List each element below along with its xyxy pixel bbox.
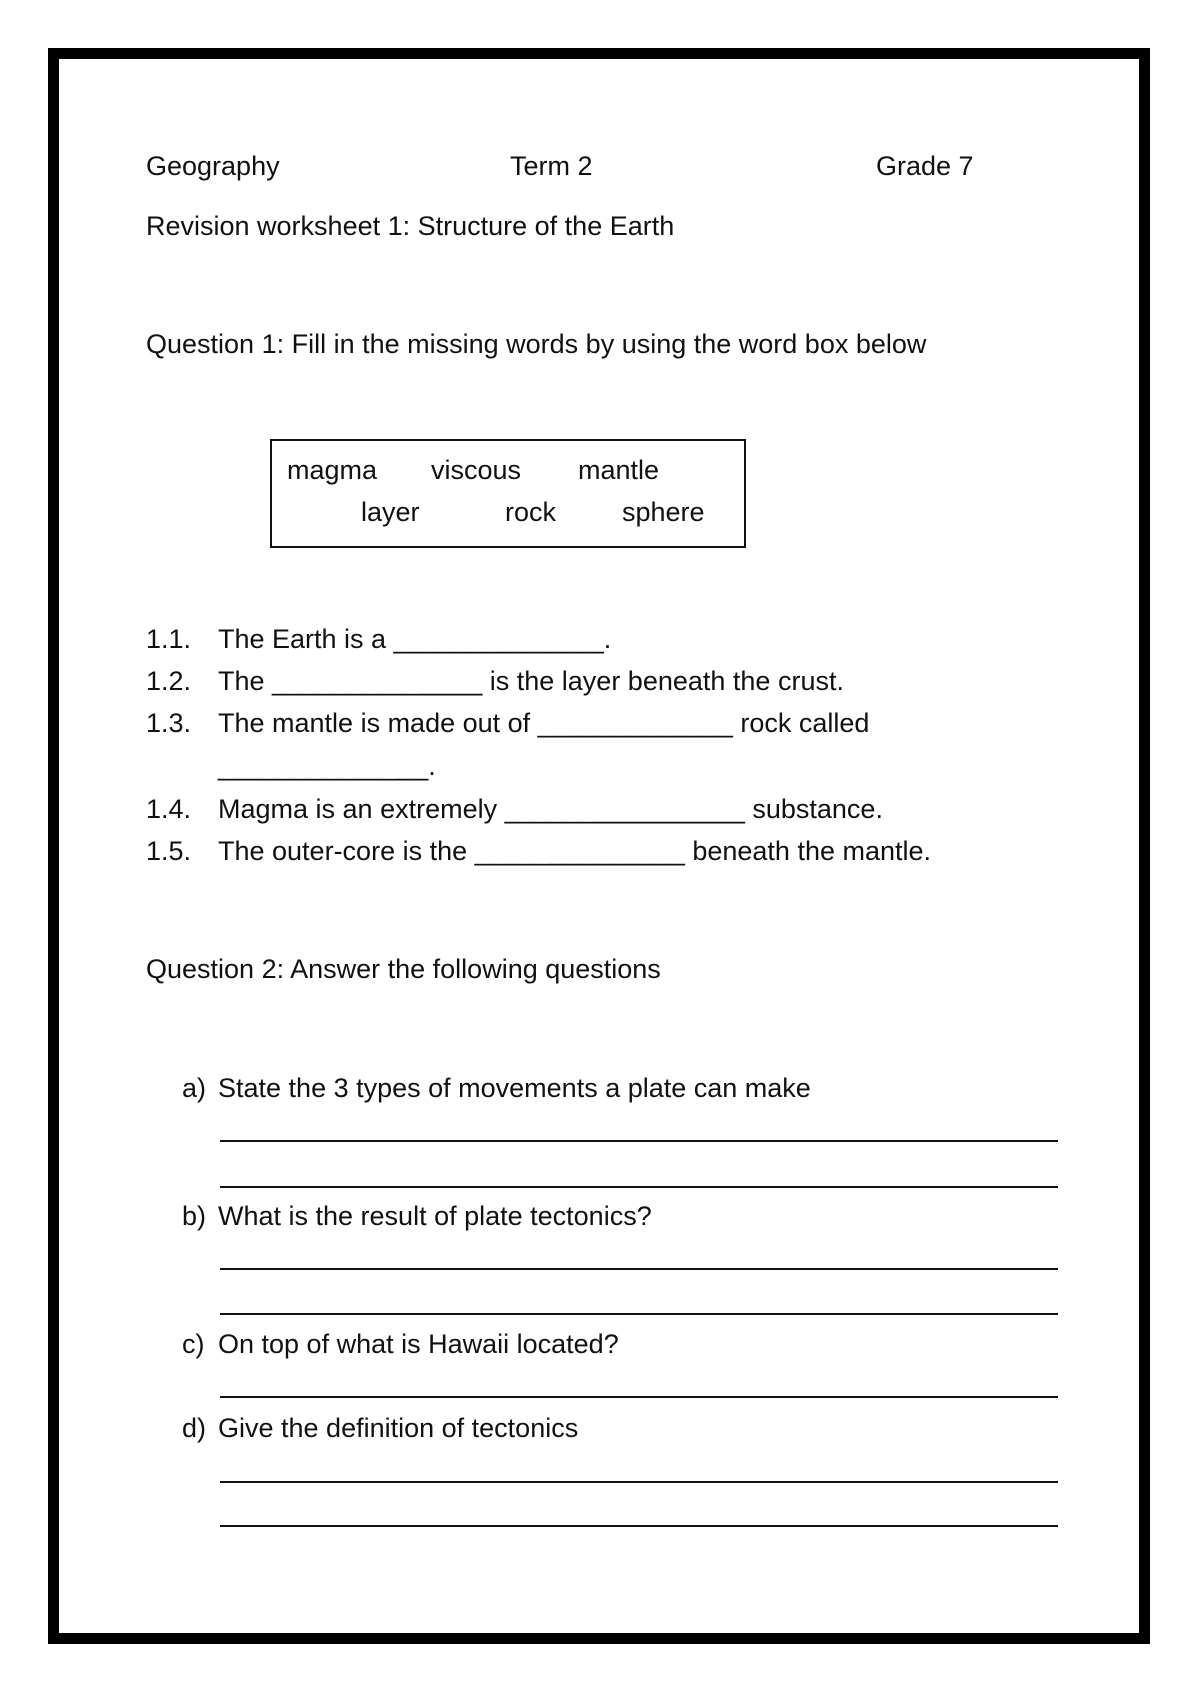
worksheet-title: Revision worksheet 1: Structure of the Earth [146,211,675,241]
item-number: 1.1. [146,624,192,654]
question1-heading: Question 1: Fill in the missing words by using the word box below [146,329,927,359]
question-label: a) [182,1073,207,1103]
item-number: 1.4. [146,794,192,824]
answer-line[interactable] [220,1525,1058,1527]
answer-line[interactable] [220,1481,1058,1483]
fill-item: The ______________ is the layer beneath the crust. [218,666,844,696]
word-magma: magma [287,455,378,485]
word-mantle: mantle [578,455,660,485]
word-rock: rock [505,497,557,527]
fill-item: The mantle is made out of _____________ rock called [218,708,870,738]
fill-item: Magma is an extremely ________________ substance. [218,794,883,824]
item-number: 1.3. [146,708,192,738]
question-label: c) [182,1329,205,1359]
question-text: On top of what is Hawaii located? [218,1329,619,1359]
question-text: State the 3 types of movements a plate can make [218,1073,811,1103]
item-number: 1.5. [146,836,192,866]
question2-heading: Question 2: Answer the following questions [146,954,661,984]
subject: Geography [146,151,280,181]
fill-item: The Earth is a ______________. [218,624,612,654]
fill-item: The outer-core is the ______________ beneath the mantle. [218,836,932,866]
question-text: What is the result of plate tectonics? [218,1201,652,1231]
answer-line[interactable] [220,1140,1058,1142]
question-text: Give the definition of tectonics [218,1413,579,1443]
fill-item-continued: ______________. [218,751,436,781]
grade: Grade 7 [876,151,974,181]
question-label: b) [182,1201,207,1231]
item-number: 1.2. [146,666,192,696]
word-sphere: sphere [622,497,705,527]
answer-line[interactable] [220,1313,1058,1315]
question-label: d) [182,1413,207,1443]
answer-line[interactable] [220,1396,1058,1398]
answer-line[interactable] [220,1186,1058,1188]
word-layer: layer [361,497,420,527]
answer-line[interactable] [220,1268,1058,1270]
word-box [270,439,746,548]
term: Term 2 [510,151,593,181]
word-viscous: viscous [431,455,522,485]
